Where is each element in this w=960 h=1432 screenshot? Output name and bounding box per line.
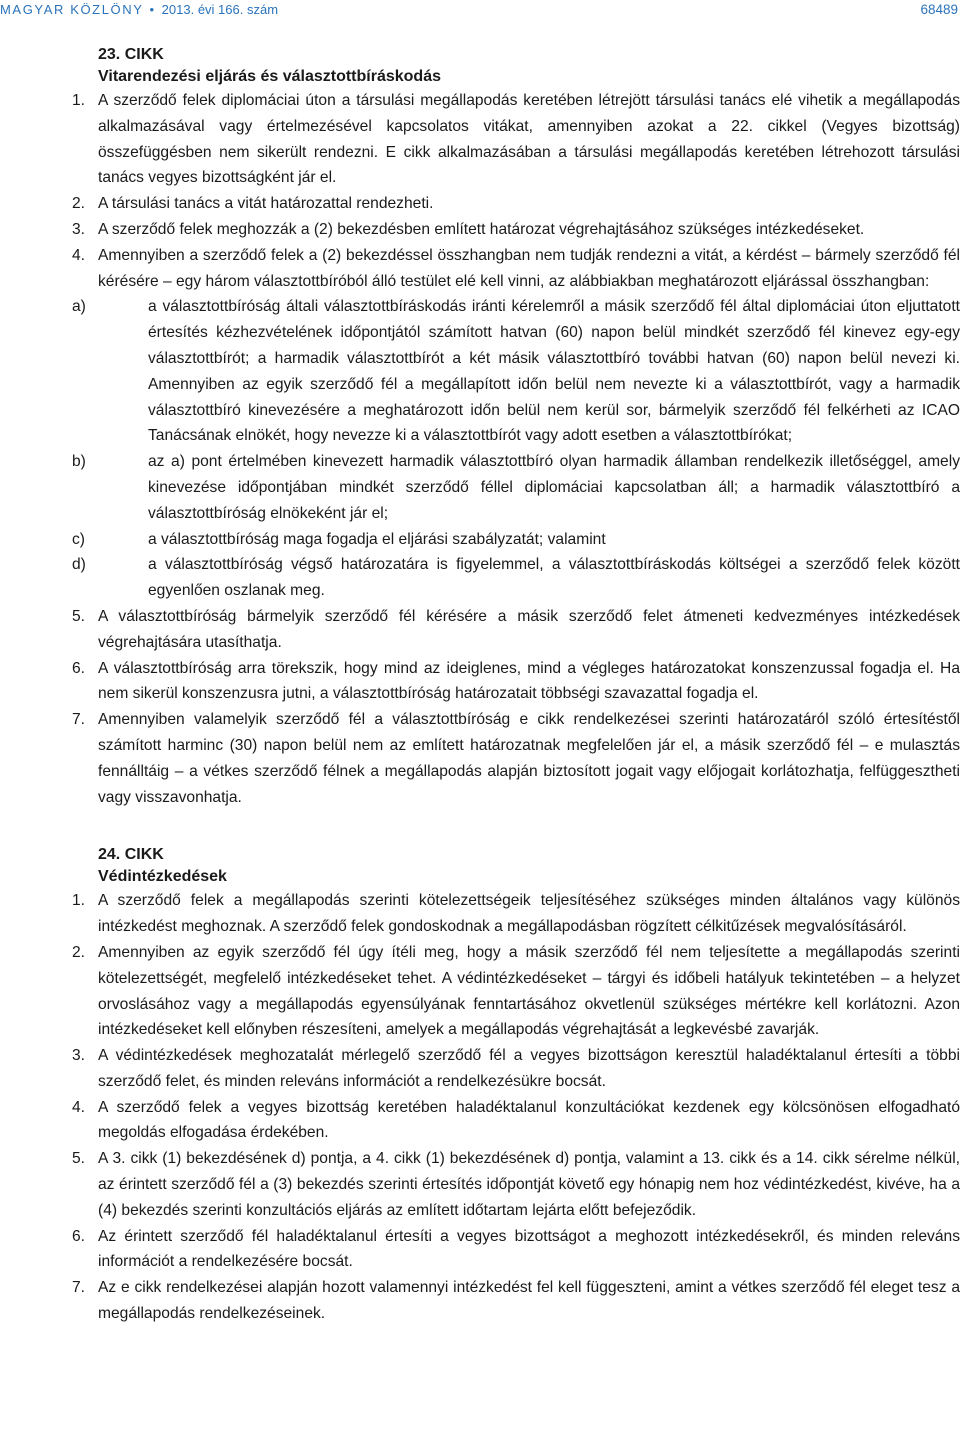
document-body bbox=[72, 44, 960, 1327]
paragraph-number: 6. bbox=[72, 1227, 86, 1245]
paragraph-number: 4. bbox=[72, 246, 86, 264]
paragraph-text: A választottbíróság bármelyik szerződő fél kérésére a másik szerződő felet átmeneti kedvezményes intézkedések végrehajtására utasíthatja. bbox=[98, 607, 960, 651]
article-paragraphs bbox=[72, 888, 960, 1327]
paragraph-text: A szerződő felek a vegyes bizottság keretében haladéktalanul konzultációkat kezdenek egy kölcsönösen elfogadható megoldás elfogadása érdekében. bbox=[98, 1098, 960, 1142]
numbered-paragraph bbox=[72, 1146, 960, 1223]
numbered-paragraph bbox=[72, 604, 960, 656]
page-header bbox=[0, 2, 960, 22]
paragraph-number: 7. bbox=[72, 1279, 86, 1297]
paragraph-number: 4. bbox=[72, 1098, 86, 1116]
article-title: Védintézkedések bbox=[98, 868, 227, 886]
paragraph-number: 5. bbox=[72, 607, 86, 625]
paragraph-number: 5. bbox=[72, 1150, 86, 1168]
paragraph-number: 7. bbox=[72, 711, 86, 729]
numbered-paragraph bbox=[72, 940, 960, 1043]
subpoint-letter: c) bbox=[72, 530, 85, 548]
numbered-paragraph bbox=[72, 656, 960, 708]
article-title: Vitarendezési eljárás és választottbíráskodás bbox=[98, 68, 441, 85]
subpoint-letter: b) bbox=[72, 453, 86, 471]
numbered-paragraph bbox=[72, 88, 960, 191]
subpoint-letter: a) bbox=[72, 298, 86, 316]
numbered-paragraph bbox=[72, 217, 960, 243]
paragraph-text: A társulási tanács a vitát határozattal rendezheti. bbox=[98, 195, 434, 213]
numbered-paragraph bbox=[72, 1043, 960, 1095]
paragraph-text: A választottbíróság arra törekszik, hogy mind az ideiglenes, mind a végleges határozatokat konszenzussal fogadja el. Ha nem sikerül konszenzusra jutni, a választottbíróság határozatait többségi szavazattal fogadja el. bbox=[98, 659, 960, 703]
article-number: 24. CIKK bbox=[98, 846, 164, 864]
paragraph-text: A 3. cikk (1) bekezdésének d) pontja, a 4. cikk (1) bekezdésének d) pontja, valamint a 13. cikk és a 14. cikk sérelme nélkül, az érintett szerződő fél a (3) bekezdés szerinti értesítés időpontját követő egy hónapig nem hoz védintézkedést, kivéve, ha a (4) bekezdés szerinti konzultációs eljárás az említett időtartam lejárta előtt befejeződik. bbox=[98, 1150, 960, 1219]
journal-header bbox=[0, 2, 278, 17]
page-number: 68489 bbox=[920, 2, 958, 17]
lettered-subpoint bbox=[72, 552, 960, 604]
paragraph-number: 1. bbox=[72, 892, 86, 910]
numbered-paragraph bbox=[72, 243, 960, 295]
subpoint-text: a választottbíróság maga fogadja el eljárási szabályzatát; valamint bbox=[148, 530, 606, 548]
paragraph-number: 1. bbox=[72, 92, 86, 109]
header-bullet: • bbox=[149, 2, 156, 17]
paragraph-text: A szerződő felek diplomáciai úton a társulási megállapodás keretében létrejött társulási tanács elé vihetik a megállapodás alkalmazásával vagy értelmezésével kapcsolatos vitákat, amennyiben azokat a 22. cikkel (Vegyes bizottság) összefüggésben nem sikerült rendezni. E cikk alkalmazásában a társulási megállapodás keretében létrehozott társulási tanács vegyes bizottságként jár el. bbox=[98, 92, 960, 187]
lettered-subpoint bbox=[72, 449, 960, 526]
issue-label: 2013. évi 166. szám bbox=[161, 2, 279, 17]
paragraph-text: Amennyiben valamelyik szerződő fél a választottbíróság e cikk rendelkezései szerinti határozatáról szóló értesítéstől számított harminc (30) napon belül nem az említett határozatnak megfelelően jár el, a másik szerződő fél – e mulasztás fennálltáig – a vétkes szerződő félnek a megállapodás alapján biztosított jogait vagy előjogait korlátozhatja, felfüggesztheti vagy visszavonhatja. bbox=[98, 711, 960, 806]
paragraph-number: 2. bbox=[72, 195, 86, 213]
article-23 bbox=[72, 44, 960, 810]
article-number: 23. CIKK bbox=[98, 46, 164, 63]
journal-name: MAGYAR KÖZLÖNY bbox=[0, 2, 144, 17]
subpoint-text: a választottbíróság általi választottbíráskodás iránti kérelemről a másik szerződő fél által diplomáciai úton eljuttatott értesítés kézhezvételének időpontjától számított hatvan (60) napon belül mindkét szerződő fél kinevez egy-egy választottbírót; a harmadik választottbírót a két másik választottbíró további hatvan (60) napon belül nevezi ki. Amennyiben az egyik szerződő fél a megállapított időn belül nem nevezte ki a választottbírót, vagy a harmadik választottbíró kinevezésére a meghatározott időn belül nem kerül sor, bármelyik szerződő fél felkérheti az ICAO Tanácsának elnökét, hogy nevezze ki a választottbírót vagy adott esetben a választottbírókat; bbox=[148, 298, 960, 445]
numbered-paragraph bbox=[72, 1275, 960, 1327]
numbered-paragraph bbox=[72, 191, 960, 217]
article-subpoints bbox=[72, 294, 960, 604]
paragraph-number: 3. bbox=[72, 220, 86, 238]
paragraph-text: A szerződő felek a megállapodás szerinti kötelezettségeik teljesítéséhez szükséges minden általános vagy különös intézkedést meghoznak. A szerződő felek gondoskodnak a megállapodásban rögzített célkitűzések megvalósításáról. bbox=[98, 892, 960, 936]
article-paragraphs bbox=[72, 88, 960, 294]
paragraph-text: Az e cikk rendelkezései alapján hozott valamennyi intézkedést fel kell függeszteni, amint a vétkes szerződő fél eleget tesz a megállapodás rendelkezéseinek. bbox=[98, 1279, 960, 1323]
numbered-paragraph bbox=[72, 1095, 960, 1147]
numbered-paragraph bbox=[72, 888, 960, 940]
subpoint-text: a választottbíróság végső határozatára is figyelemmel, a választottbíráskodás költségei a szerződő felek között egyenlően oszlanak meg. bbox=[148, 556, 960, 600]
article-paragraphs-after bbox=[72, 604, 960, 810]
subpoint-letter: d) bbox=[72, 556, 86, 574]
lettered-subpoint bbox=[72, 527, 960, 553]
paragraph-text: A szerződő felek meghozzák a (2) bekezdésben említett határozat végrehajtásához szükséges intézkedéseket. bbox=[98, 220, 865, 238]
subpoint-text: az a) pont értelmében kinevezett harmadik választottbíró olyan harmadik államban rendelkezik illetőséggel, amely kinevezése időpontjában mindkét szerződő féllel diplomáciai kapcsolatban áll; a harmadik választottbíró a választottbíróság elnökeként jár el; bbox=[148, 453, 960, 522]
numbered-paragraph bbox=[72, 707, 960, 810]
lettered-subpoint bbox=[72, 294, 960, 449]
article-24 bbox=[72, 844, 960, 1327]
paragraph-number: 3. bbox=[72, 1047, 86, 1065]
paragraph-text: Az érintett szerződő fél haladéktalanul értesíti a vegyes bizottságot a meghozott intézkedésekről, és minden releváns információt a rendelkezésére bocsát. bbox=[98, 1227, 960, 1271]
paragraph-number: 6. bbox=[72, 659, 86, 677]
numbered-paragraph bbox=[72, 1224, 960, 1276]
paragraph-text: A védintézkedések meghozatalát mérlegelő szerződő fél a vegyes bizottságon keresztül haladéktalanul értesíti a többi szerződő felet, és minden releváns információt a rendelkezésükre bocsát. bbox=[98, 1047, 960, 1090]
paragraph-text: Amennyiben az egyik szerződő fél úgy ítéli meg, hogy a másik szerződő fél nem teljesítette a megállapodás szerinti kötelezettségét, megfelelő intézkedéseket tehet. A védintézkedéseket – tárgyi és időbeli hatályuk tekintetében – a helyzet orvoslásához vagy a megállapodás egyensúlyának fenntartásához okvetlenül szükséges mértékre kell korlátozni. Azon intézkedéseket kell előnyben részesíteni, amelyek a megállapodás végrehajtását a legkevésbé zavarják. bbox=[98, 943, 960, 1039]
paragraph-number: 2. bbox=[72, 943, 86, 961]
paragraph-text: Amennyiben a szerződő felek a (2) bekezdéssel összhangban nem tudják rendezni a vitát, a kérdést – bármely szerződő fél kérésére – egy három választottbíróból álló testület elé kell vinni, az alábbiakban meghatározott eljárással összhangban: bbox=[98, 246, 960, 290]
